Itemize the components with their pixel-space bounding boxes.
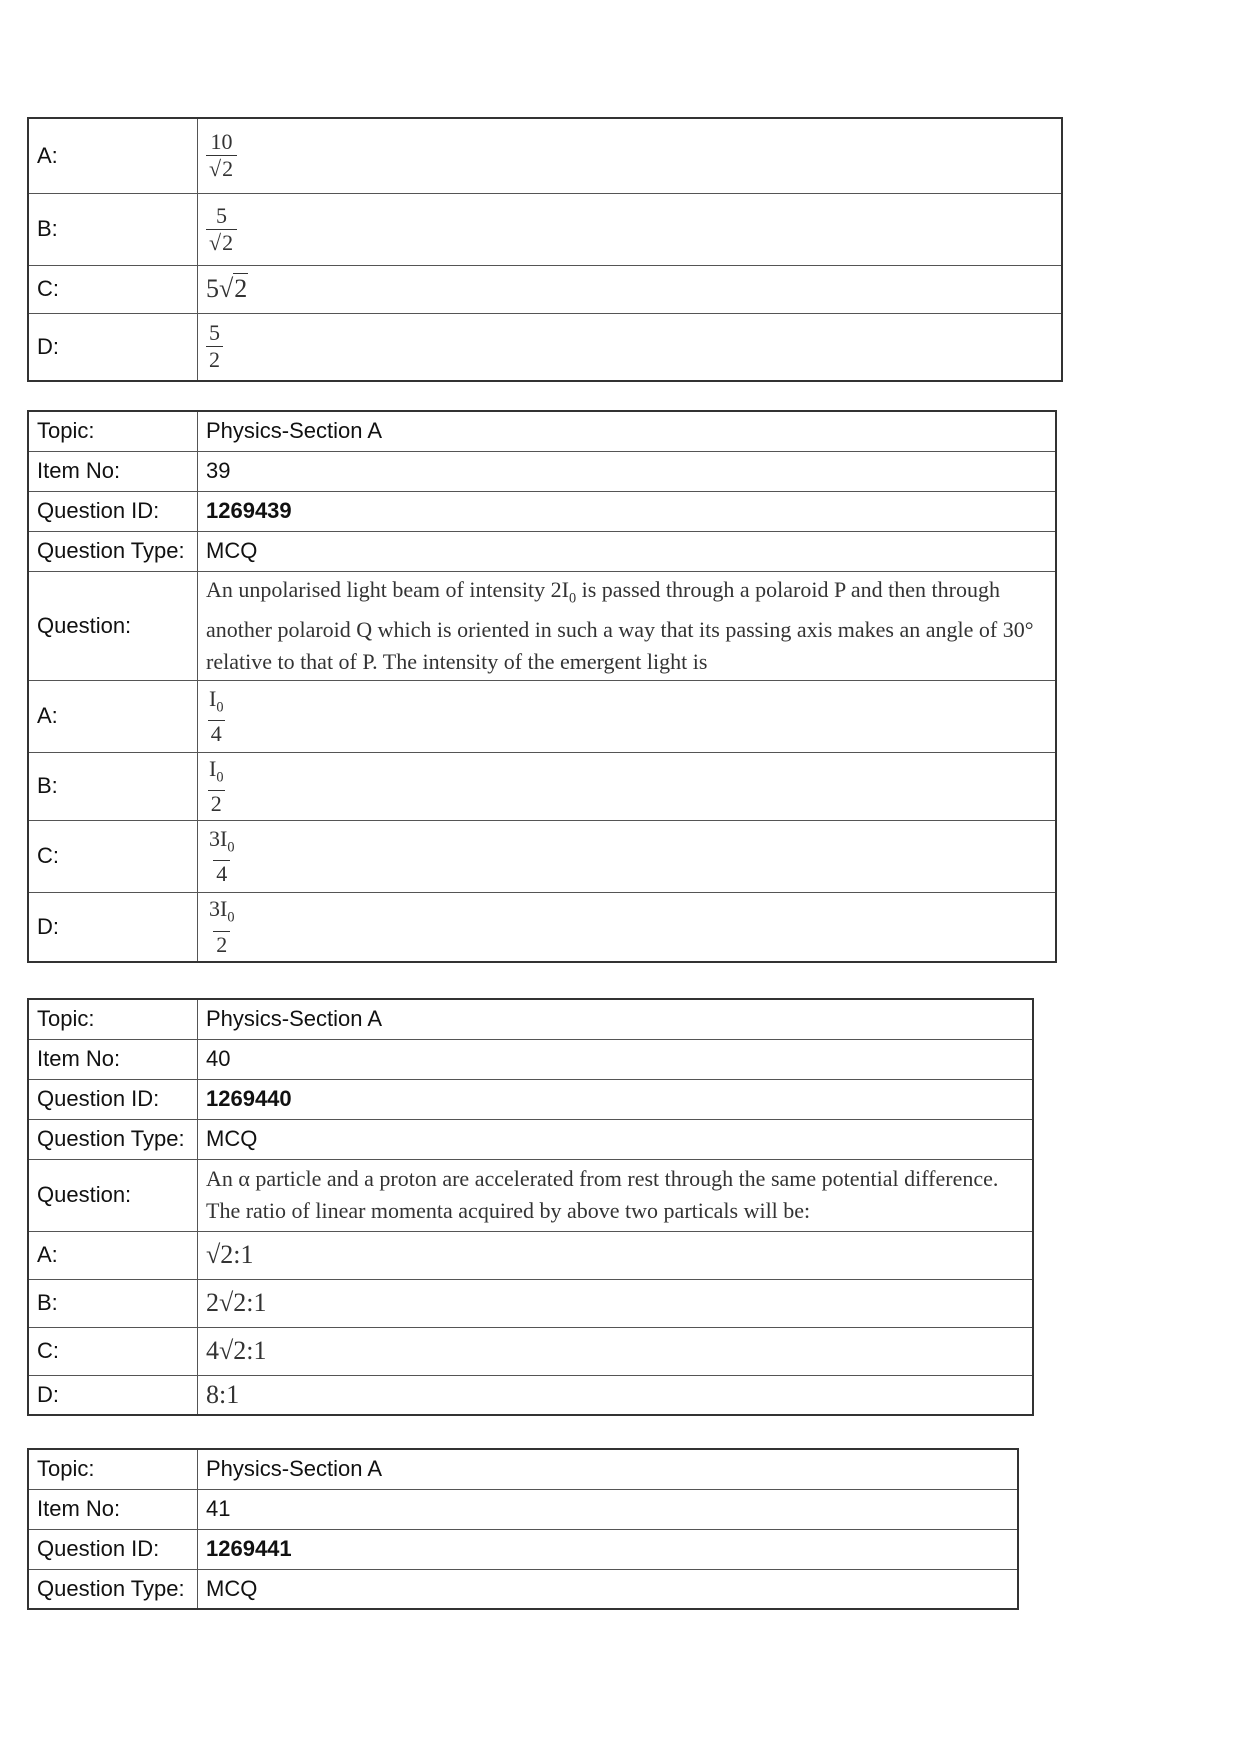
option-label: A: (28, 1231, 198, 1279)
options-table-q38 (27, 117, 1063, 382)
option-label: A: (28, 118, 198, 193)
topic-label: Topic: (28, 1449, 198, 1489)
option-label: B: (28, 752, 198, 820)
row-question (28, 571, 1056, 680)
topic-label: Topic: (28, 411, 198, 451)
option-value (198, 118, 1063, 193)
row-question-id (28, 1529, 1018, 1569)
option-row-b (28, 752, 1056, 820)
item-no-label: Item No: (28, 1039, 198, 1079)
item-no-value: 39 (198, 451, 1057, 491)
row-question-type (28, 531, 1056, 571)
topic-value: Physics-Section A (198, 1449, 1019, 1489)
question-type-label: Question Type: (28, 1569, 198, 1609)
option-label: D: (28, 1375, 198, 1415)
option-value (198, 1327, 1034, 1375)
option-c-text: 4√2:1 (206, 1336, 267, 1365)
option-row-a (28, 1231, 1033, 1279)
fraction-5-over-root2: $\frac{5}{√2}$ (206, 203, 237, 256)
question-id-value: 1269439 (198, 491, 1057, 531)
option-row-c (28, 820, 1056, 892)
question-type-label: Question Type: (28, 1119, 198, 1159)
row-question-type (28, 1569, 1018, 1609)
option-value (198, 1231, 1034, 1279)
option-value (198, 193, 1063, 265)
option-label: C: (28, 265, 198, 313)
option-label: D: (28, 892, 198, 962)
item-no-label: Item No: (28, 1489, 198, 1529)
option-row-a (28, 118, 1062, 193)
option-a-text: √2:1 (206, 1240, 254, 1269)
option-row-c (28, 265, 1062, 313)
question-id-value: 1269441 (198, 1529, 1019, 1569)
question-table-39 (27, 410, 1057, 963)
row-question-id (28, 1079, 1033, 1119)
option-row-b (28, 193, 1062, 265)
question-type-value: MCQ (198, 531, 1057, 571)
item-no-value: 40 (198, 1039, 1034, 1079)
topic-value: Physics-Section A (198, 999, 1034, 1039)
option-label: B: (28, 193, 198, 265)
option-value (198, 313, 1063, 381)
row-topic (28, 1449, 1018, 1489)
row-item-no (28, 451, 1056, 491)
option-value (198, 680, 1057, 752)
option-value (198, 265, 1063, 313)
question-text: An unpolarised light beam of intensity $2I_0$ is passed through a polaroid P and then through another polaroid Q which is oriented in such a way that its passing axis makes an angle of 30° relative to that of P. The intensity of the emergent light is (198, 571, 1057, 680)
option-label: A: (28, 680, 198, 752)
row-question-id (28, 491, 1056, 531)
option-row-d (28, 1375, 1033, 1415)
option-row-c (28, 1327, 1033, 1375)
option-value (198, 752, 1057, 820)
option-row-d (28, 892, 1056, 962)
option-d-text: 8:1 (206, 1379, 240, 1409)
question-label: Question: (28, 1159, 198, 1231)
question-id-label: Question ID: (28, 1079, 198, 1119)
option-value (198, 1375, 1034, 1415)
option-label: B: (28, 1279, 198, 1327)
question-type-value: MCQ (198, 1119, 1034, 1159)
option-label: C: (28, 1327, 198, 1375)
row-item-no (28, 1039, 1033, 1079)
topic-label: Topic: (28, 999, 198, 1039)
row-question (28, 1159, 1033, 1231)
option-value (198, 820, 1057, 892)
option-row-d (28, 313, 1062, 381)
option-label: D: (28, 313, 198, 381)
topic-value: Physics-Section A (198, 411, 1057, 451)
option-label: C: (28, 820, 198, 892)
question-table-40 (27, 998, 1034, 1416)
option-b-text: 2√2:1 (206, 1288, 267, 1317)
fraction-3i0-over-4: $\frac{3I_0}{4}$ (209, 825, 235, 887)
row-topic (28, 411, 1056, 451)
question-id-label: Question ID: (28, 1529, 198, 1569)
fraction-10-over-root2: $\frac{10}{√2}$ (206, 129, 237, 182)
item-no-value: 41 (198, 1489, 1019, 1529)
option-row-b (28, 1279, 1033, 1327)
option-row-a (28, 680, 1056, 752)
question-text: An α particle and a proton are accelerated from rest through the same potential difference. The ratio of linear momenta acquired by above two particals will be: (198, 1159, 1034, 1231)
expr-5root2: 5√2 (206, 274, 248, 303)
question-label: Question: (28, 571, 198, 680)
question-id-value: 1269440 (198, 1079, 1034, 1119)
item-no-label: Item No: (28, 451, 198, 491)
question-table-41 (27, 1448, 1019, 1610)
fraction-i0-over-2: $\frac{I_0}{2}$ (209, 755, 224, 817)
fraction-5-over-2: $\frac{5}{2}$ (206, 320, 223, 373)
row-item-no (28, 1489, 1018, 1529)
option-value (198, 892, 1057, 962)
row-topic (28, 999, 1033, 1039)
question-id-label: Question ID: (28, 491, 198, 531)
question-type-value: MCQ (198, 1569, 1019, 1609)
fraction-3i0-over-2: $\frac{3I_0}{2}$ (209, 896, 235, 957)
option-value (198, 1279, 1034, 1327)
fraction-i0-over-4: $\frac{I_0}{4}$ (209, 685, 224, 747)
row-question-type (28, 1119, 1033, 1159)
question-type-label: Question Type: (28, 531, 198, 571)
